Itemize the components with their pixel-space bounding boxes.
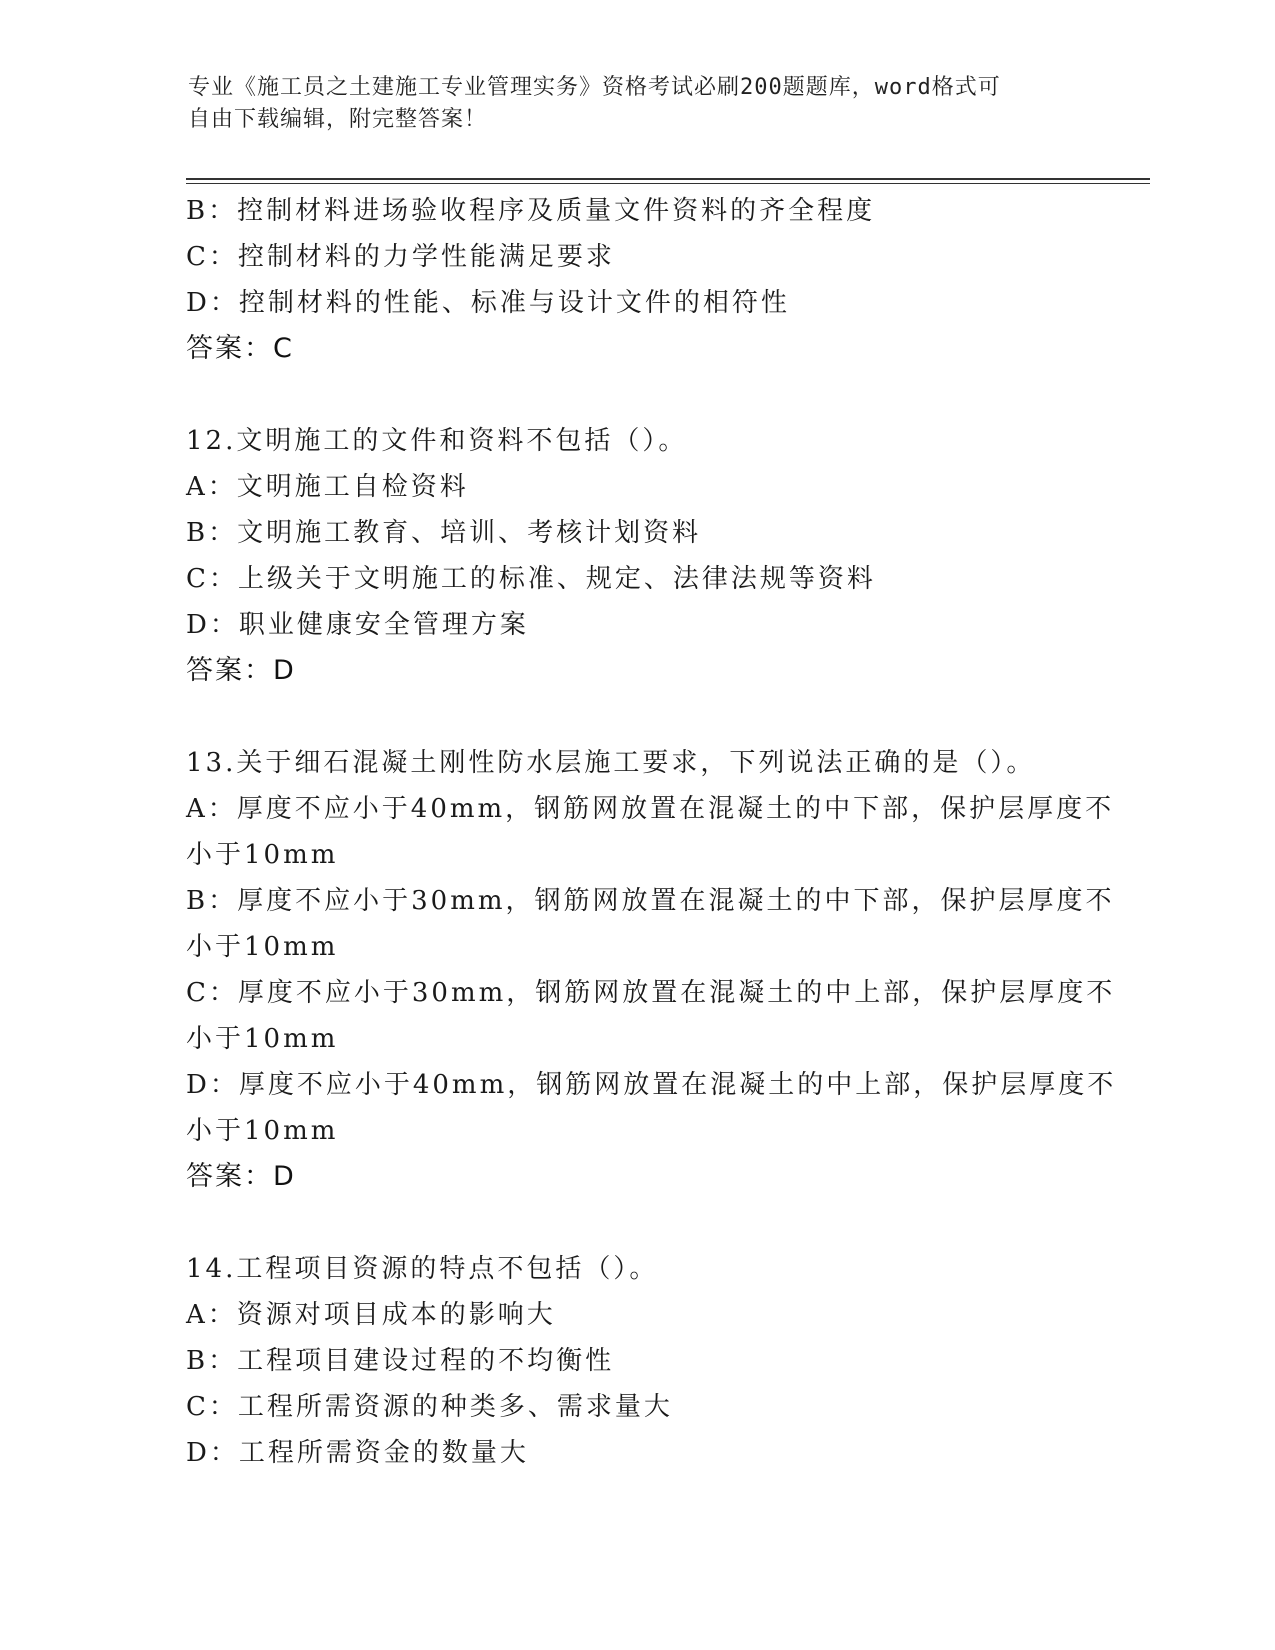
option-b-line-1: B：厚度不应小于30mm，钢筋网放置在混凝土的中下部，保护层厚度不	[186, 886, 1115, 916]
question-text: 12.文明施工的文件和资料不包括（）。	[186, 426, 688, 456]
question-list	[186, 188, 1117, 1476]
option-c: C：上级关于文明施工的标准、规定、法律法规等资料	[186, 564, 876, 594]
answer-line: 答案：D	[186, 1161, 296, 1192]
option-d-line-1: D：厚度不应小于40mm，钢筋网放置在混凝土的中上部，保护层厚度不	[186, 1070, 1117, 1100]
header-line-1: 专业《施工员之土建施工专业管理实务》资格考试必刷200题题库，word格式可	[188, 75, 1001, 100]
answer-line: 答案：D	[186, 655, 296, 686]
answer-line: 答案：C	[186, 333, 294, 364]
option-a: A：资源对项目成本的影响大	[186, 1300, 556, 1330]
option-c-line-2: 小于10mm	[186, 1024, 339, 1054]
question-12	[186, 418, 1086, 694]
header-line-2: 自由下载编辑，附完整答案！	[188, 107, 488, 132]
option-b: B：文明施工教育、培训、考核计划资料	[186, 518, 702, 548]
option-d-line-2: 小于10mm	[186, 1116, 339, 1146]
option-b: B：控制材料进场验收程序及质量文件资料的齐全程度	[186, 196, 876, 226]
option-a-line-1: A：厚度不应小于40mm，钢筋网放置在混凝土的中下部，保护层厚度不	[186, 794, 1115, 824]
option-c-line-1: C：厚度不应小于30mm，钢筋网放置在混凝土的中上部，保护层厚度不	[186, 978, 1116, 1008]
option-d: D：控制材料的性能、标准与设计文件的相符性	[186, 288, 790, 318]
question-13	[186, 740, 1117, 1200]
header-divider	[186, 178, 1150, 184]
question-11	[186, 188, 1086, 372]
spacer	[186, 1200, 1086, 1246]
option-c: C：控制材料的力学性能满足要求	[186, 242, 615, 272]
option-b: B：工程项目建设过程的不均衡性	[186, 1346, 615, 1376]
spacer	[186, 694, 1086, 740]
option-d: D：工程所需资金的数量大	[186, 1438, 529, 1468]
option-a: A：文明施工自检资料	[186, 472, 469, 502]
question-text: 13.关于细石混凝土刚性防水层施工要求，下列说法正确的是（）。	[186, 748, 1036, 778]
option-a-line-2: 小于10mm	[186, 840, 339, 870]
question-text: 14.工程项目资源的特点不包括（）。	[186, 1254, 659, 1284]
page-header	[188, 72, 1068, 136]
option-b-line-2: 小于10mm	[186, 932, 339, 962]
spacer	[186, 372, 1086, 418]
option-c: C：工程所需资源的种类多、需求量大	[186, 1392, 673, 1422]
question-14	[186, 1246, 1086, 1476]
option-d: D：职业健康安全管理方案	[186, 610, 529, 640]
